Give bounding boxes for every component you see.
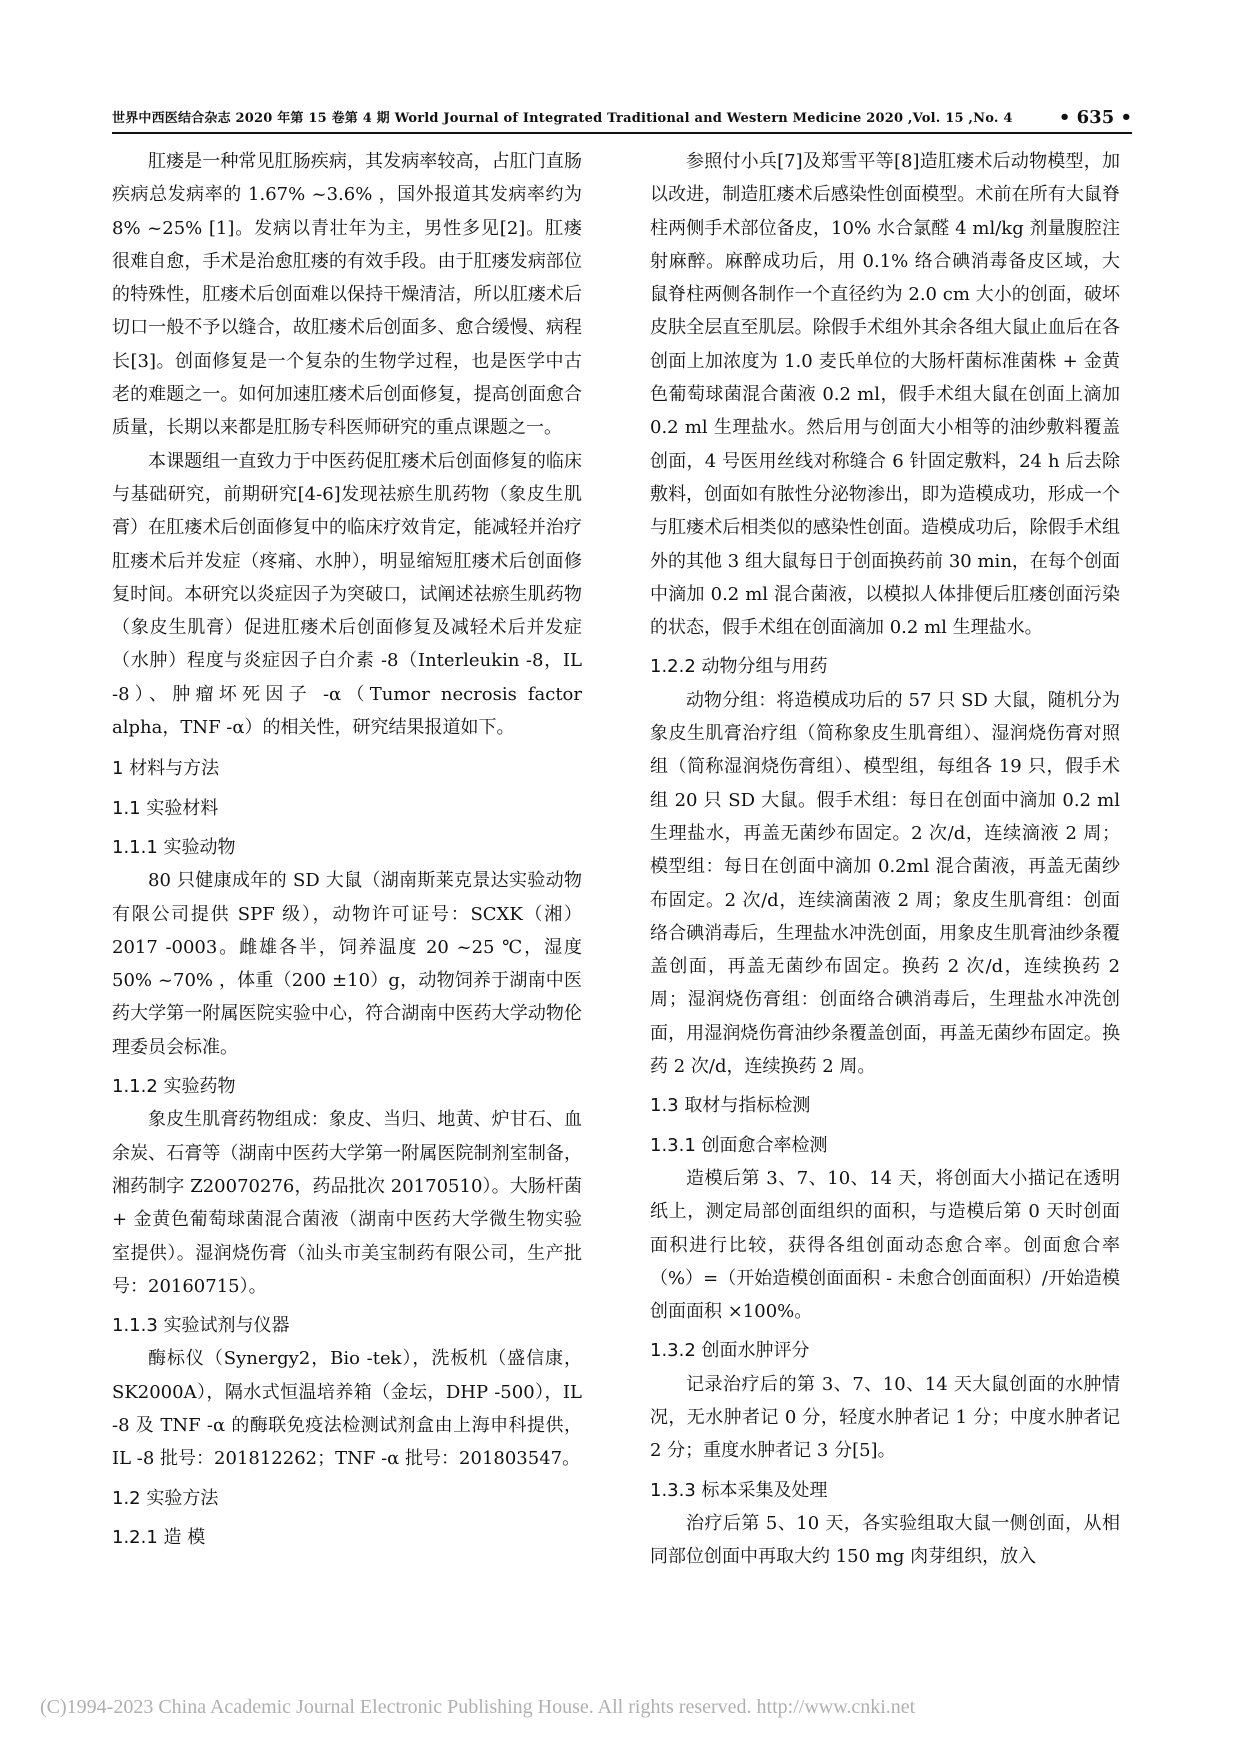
right-column [650,145,1120,1573]
subsubsection-heading-reagents: 1.1.3 实验试剂与仪器 [112,1315,290,1337]
copyright-footer: (C)1994-2023 China Academic Journal Electronic Publishing House. All rights reserved. http://www.cnki.net [40,1696,916,1718]
subsection-heading-sampling: 1.3 取材与指标检测 [650,1095,811,1117]
section-heading-materials-methods: 1 材料与方法 [112,758,220,780]
page-number: • 635 • [1058,107,1132,128]
specimen-paragraph: 治疗后第 5、10 天，各实验组取大鼠一侧创面，从相同部位创面中再取大约 150 mg 肉芽组织，放入 [650,1512,1120,1568]
subsubsection-heading-modeling: 1.2.1 造 模 [112,1526,206,1548]
subsubsection-heading-grouping: 1.2.2 动物分组与用药 [650,656,828,678]
drugs-paragraph: 象皮生肌膏药物组成：象皮、当归、地黄、炉甘石、血余炭、石膏等（湖南中医药大学第一附属医院制剂室制备，湘药制字 Z20070276，药品批次 20170510）。大肠杆菌 + 金黄色葡萄球菌混合菌液（湖南中医药大学微生物实验室提供）。湿润烧伤膏（汕头市美宝制药有限公司，生产批号：20160715）。 [112,1109,582,1297]
subsection-heading-methods: 1.2 实验方法 [112,1487,219,1509]
animals-paragraph: 80 只健康成年的 SD 大鼠（湖南斯莱克景达实验动物有限公司提供 SPF 级），动物许可证号：SCXK（湘）2017 -0003。雌雄各半，饲养温度 20 ~25 ℃，湿度 50% ~70% ，体重（200 ±10）g，动物饲养于湖南中医药大学第一附属医院实验中心，符合湖南中医药大学动物伦理委员会标准。 [112,870,582,1058]
running-header [112,96,1132,134]
subsubsection-heading-edema-score: 1.3.2 创面水肿评分 [650,1340,810,1362]
subsubsection-heading-healing-rate: 1.3.1 创面愈合率检测 [650,1134,828,1156]
journal-citation: 世界中西医结合杂志 2020 年第 15 卷第 4 期 World Journal of Integrated Traditional and Western Medicine 2020 ,Vol. 15 ,No. 4 [112,111,1013,126]
modeling-paragraph: 参照付小兵[7]及郑雪平等[8]造肛瘘术后动物模型，加以改进，制造肛瘘术后感染性创面模型。术前在所有大鼠脊柱两侧手术部位备皮，10% 水合氯醛 4 ml/kg 剂量腹腔注射麻醉。麻醉成功后，用 0.1% 络合碘消毒备皮区域，大鼠脊柱两侧各制作一个直径约为 2.0 cm 大小的创面，破坏皮肤全层直至肌层。除假手术组外其余各组大鼠止血后在各创面上加浓度为 1.0 麦氏单位的大肠杆菌标准菌株 + 金黄色葡萄球菌混合菌液 0.2 ml，假手术组大鼠在创面上滴加 0.2 ml 生理盐水。然后用与创面大小相等的油纱敷料覆盖创面，4 号医用丝线对称缝合 6 针固定敷料，24 h 后去除敷料，创面如有脓性分泌物渗出，即为造模成功，形成一个与肛瘘术后相类似的感染性创面。造模成功后，除假手术组外的其他 3 组大鼠每日于创面换药前 30 min，在每个创面中滴加 0.2 ml 混合菌液，以模拟人体排便后肛瘘创面污染的状态，假手术组在创面滴加 0.2 ml 生理盐水。 [650,151,1120,639]
intro-paragraph-2: 本课题组一直致力于中医药促肛瘘术后创面修复的临床与基础研究，前期研究[4-6]发现祛瘀生肌药物（象皮生肌膏）在肛瘘术后创面修复中的临床疗效肯定，能减轻并治疗肛瘘术后并发症（疼痛、水肿），明显缩短肛瘘术后创面修复时间。本研究以炎症因子为突破口，试阐述祛瘀生肌药物（象皮生肌膏）促进肛瘘术后创面修复及减轻术后并发症（水肿）程度与炎症因子白介素 -8（Interleukin -8，IL -8）、肿瘤坏死因子 -α（Tumor necrosis factor alpha，TNF -α）的相关性，研究结果报道如下。 [112,450,582,739]
subsubsection-heading-animals: 1.1.1 实验动物 [112,836,236,858]
healing-rate-paragraph: 造模后第 3、7、10、14 天，将创面大小描记在透明纸上，测定局部创面组织的面积，与造模后第 0 天时创面面积进行比较，获得各组创面动态愈合率。创面愈合率（%）=（开始造模创面面积 - 未愈合创面面积）/开始造模创面面积 ×100%。 [650,1167,1120,1323]
subsection-heading-materials: 1.1 实验材料 [112,797,219,819]
reagents-paragraph: 酶标仪（Synergy2，Bio -tek），洗板机（盛信康，SK2000A），隔水式恒温培养箱（金坛，DHP -500），IL -8 及 TNF -α 的酶联免疫法检测试剂盒由上海申科提供，IL -8 批号：201812262；TNF -α 批号：201803547。 [112,1348,582,1470]
grouping-paragraph: 动物分组：将造模成功后的 57 只 SD 大鼠，随机分为象皮生肌膏治疗组（简称象皮生肌膏组）、湿润烧伤膏对照组（简称湿润烧伤膏组）、模型组，每组各 19 只，假手术组 20 只 SD 大鼠。假手术组：每日在创面中滴加 0.2 ml 生理盐水，再盖无菌纱布固定。2 次/d，连续滴液 2 周；模型组：每日在创面中滴加 0.2ml 混合菌液，再盖无菌纱布固定。2 次/d，连续滴菌液 2 周；象皮生肌膏组：创面络合碘消毒后，生理盐水冲洗创面，用象皮生肌膏油纱条覆盖创面，再盖无菌纱布固定。换药 2 次/d，连续换药 2 周；湿润烧伤膏组：创面络合碘消毒后，生理盐水冲洗创面，用湿润烧伤膏油纱条覆盖创面，再盖无菌纱布固定。换药 2 次/d，连续换药 2 周。 [650,689,1120,1078]
left-column [112,145,582,1554]
subsubsection-heading-specimen: 1.3.3 标本采集及处理 [650,1479,828,1501]
intro-paragraph-1: 肛瘘是一种常见肛肠疾病，其发病率较高，占肛门直肠疾病总发病率的 1.67% ~3.6% ，国外报道其发病率约为 8% ~25% [1]。发病以青壮年为主，男性多见[2]。肛瘘很难自愈，手术是治愈肛瘘的有效手段。由于肛瘘发病部位的特殊性，肛瘘术后创面难以保持干燥清洁，所以肛瘘术后切口一般不予以缝合，故肛瘘术后创面多、愈合缓慢、病程长[3]。创面修复是一个复杂的生物学过程，也是医学中古老的难题之一。如何加速肛瘘术后创面修复，提高创面愈合质量，长期以来都是肛肠专科医师研究的重点课题之一。 [112,151,582,439]
subsubsection-heading-drugs: 1.1.2 实验药物 [112,1076,236,1098]
edema-score-paragraph: 记录治疗后的第 3、7、10、14 天大鼠创面的水肿情况，无水肿者记 0 分，轻度水肿者记 1 分；中度水肿者记 2 分；重度水肿者记 3 分[5]。 [650,1373,1120,1462]
